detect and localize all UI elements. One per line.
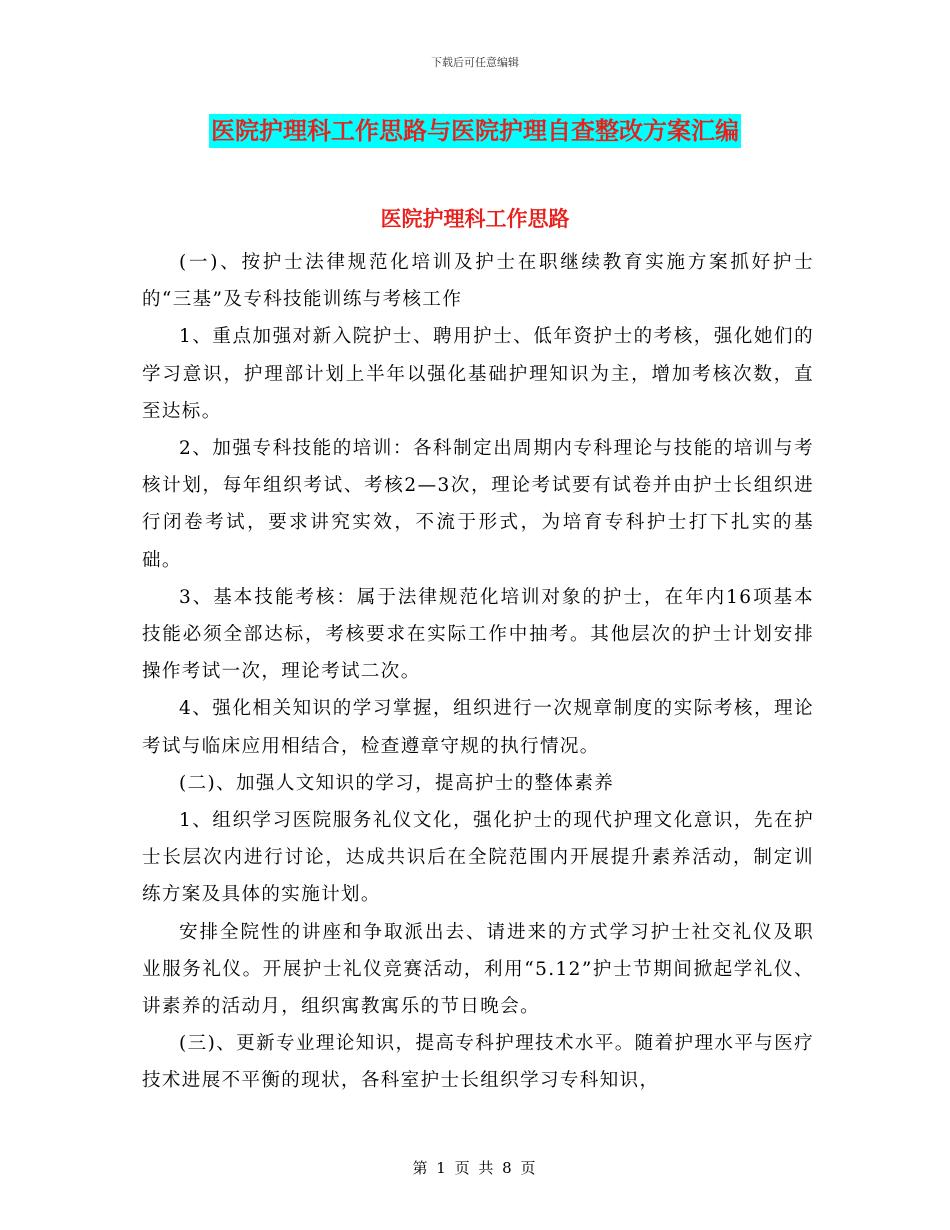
paragraph: (三)、更新专业理论知识，提高专科护理技术水平。随着护理水平与医疗技术进展不平衡的现状，各科室护士长组织学习专科知识， [142, 1033, 814, 1092]
paragraph: 安排全院性的讲座和争取派出去、请进来的方式学习护士社交礼仪及职业服务礼仪。开展护士礼仪竞赛活动，利用“5.12”护士节期间掀起学礼仪、讲素养的活动月，组织寓教寓乐的节日晚会。 [142, 921, 814, 1018]
paragraph: 3、基本技能考核：属于法律规范化培训对象的护士，在年内16项基本技能必须全部达标，考核要求在实际工作中抽考。其他层次的护士计划安排操作考试一次，理论考试二次。 [142, 586, 814, 683]
document-title-container [0, 114, 950, 148]
document-title: 医院护理科工作思路与医院护理自查整改方案汇编 [209, 114, 741, 148]
section-title: 医院护理科工作思路 [380, 206, 570, 231]
page-footer: 第 1 页 共 8 页 [412, 1159, 538, 1177]
header-note: 下载后可任意编辑 [431, 56, 519, 69]
body-text [142, 244, 814, 1100]
paragraph: 1、组织学习医院服务礼仪文化，强化护士的现代护理文化意识，先在护士长层次内进行讨论，达成共识后在全院范围内开展提升素养活动，制定训练方案及具体的实施计划。 [142, 810, 814, 906]
paragraph: (二)、加强人文知识的学习，提高护士的整体素养 [179, 772, 615, 794]
paragraph: 4、强化相关知识的学习掌握，组织进行一次规章制度的实际考核，理论考试与临床应用相结合，检查遵章守规的执行情况。 [142, 698, 814, 757]
paragraph: 1、重点加强对新入院护士、聘用护士、低年资护士的考核，强化她们的学习意识，护理部计划上半年以强化基础护理知识为主，增加考核次数，直至达标。 [142, 326, 814, 422]
paragraph: 2、加强专科技能的培训：各科制定出周期内专科理论与技能的培训与考核计划，每年组织考试、考核2—3次，理论考试要有试卷并由护士长组织进行闭卷考试，要求讲究实效，不流于形式，为培育专科护士打下扎实的基础。 [142, 438, 814, 571]
paragraph: (一)、按护士法律规范化培训及护士在职继续教育实施方案抓好护士的“三基”及专科技能训练与考核工作 [142, 252, 814, 311]
